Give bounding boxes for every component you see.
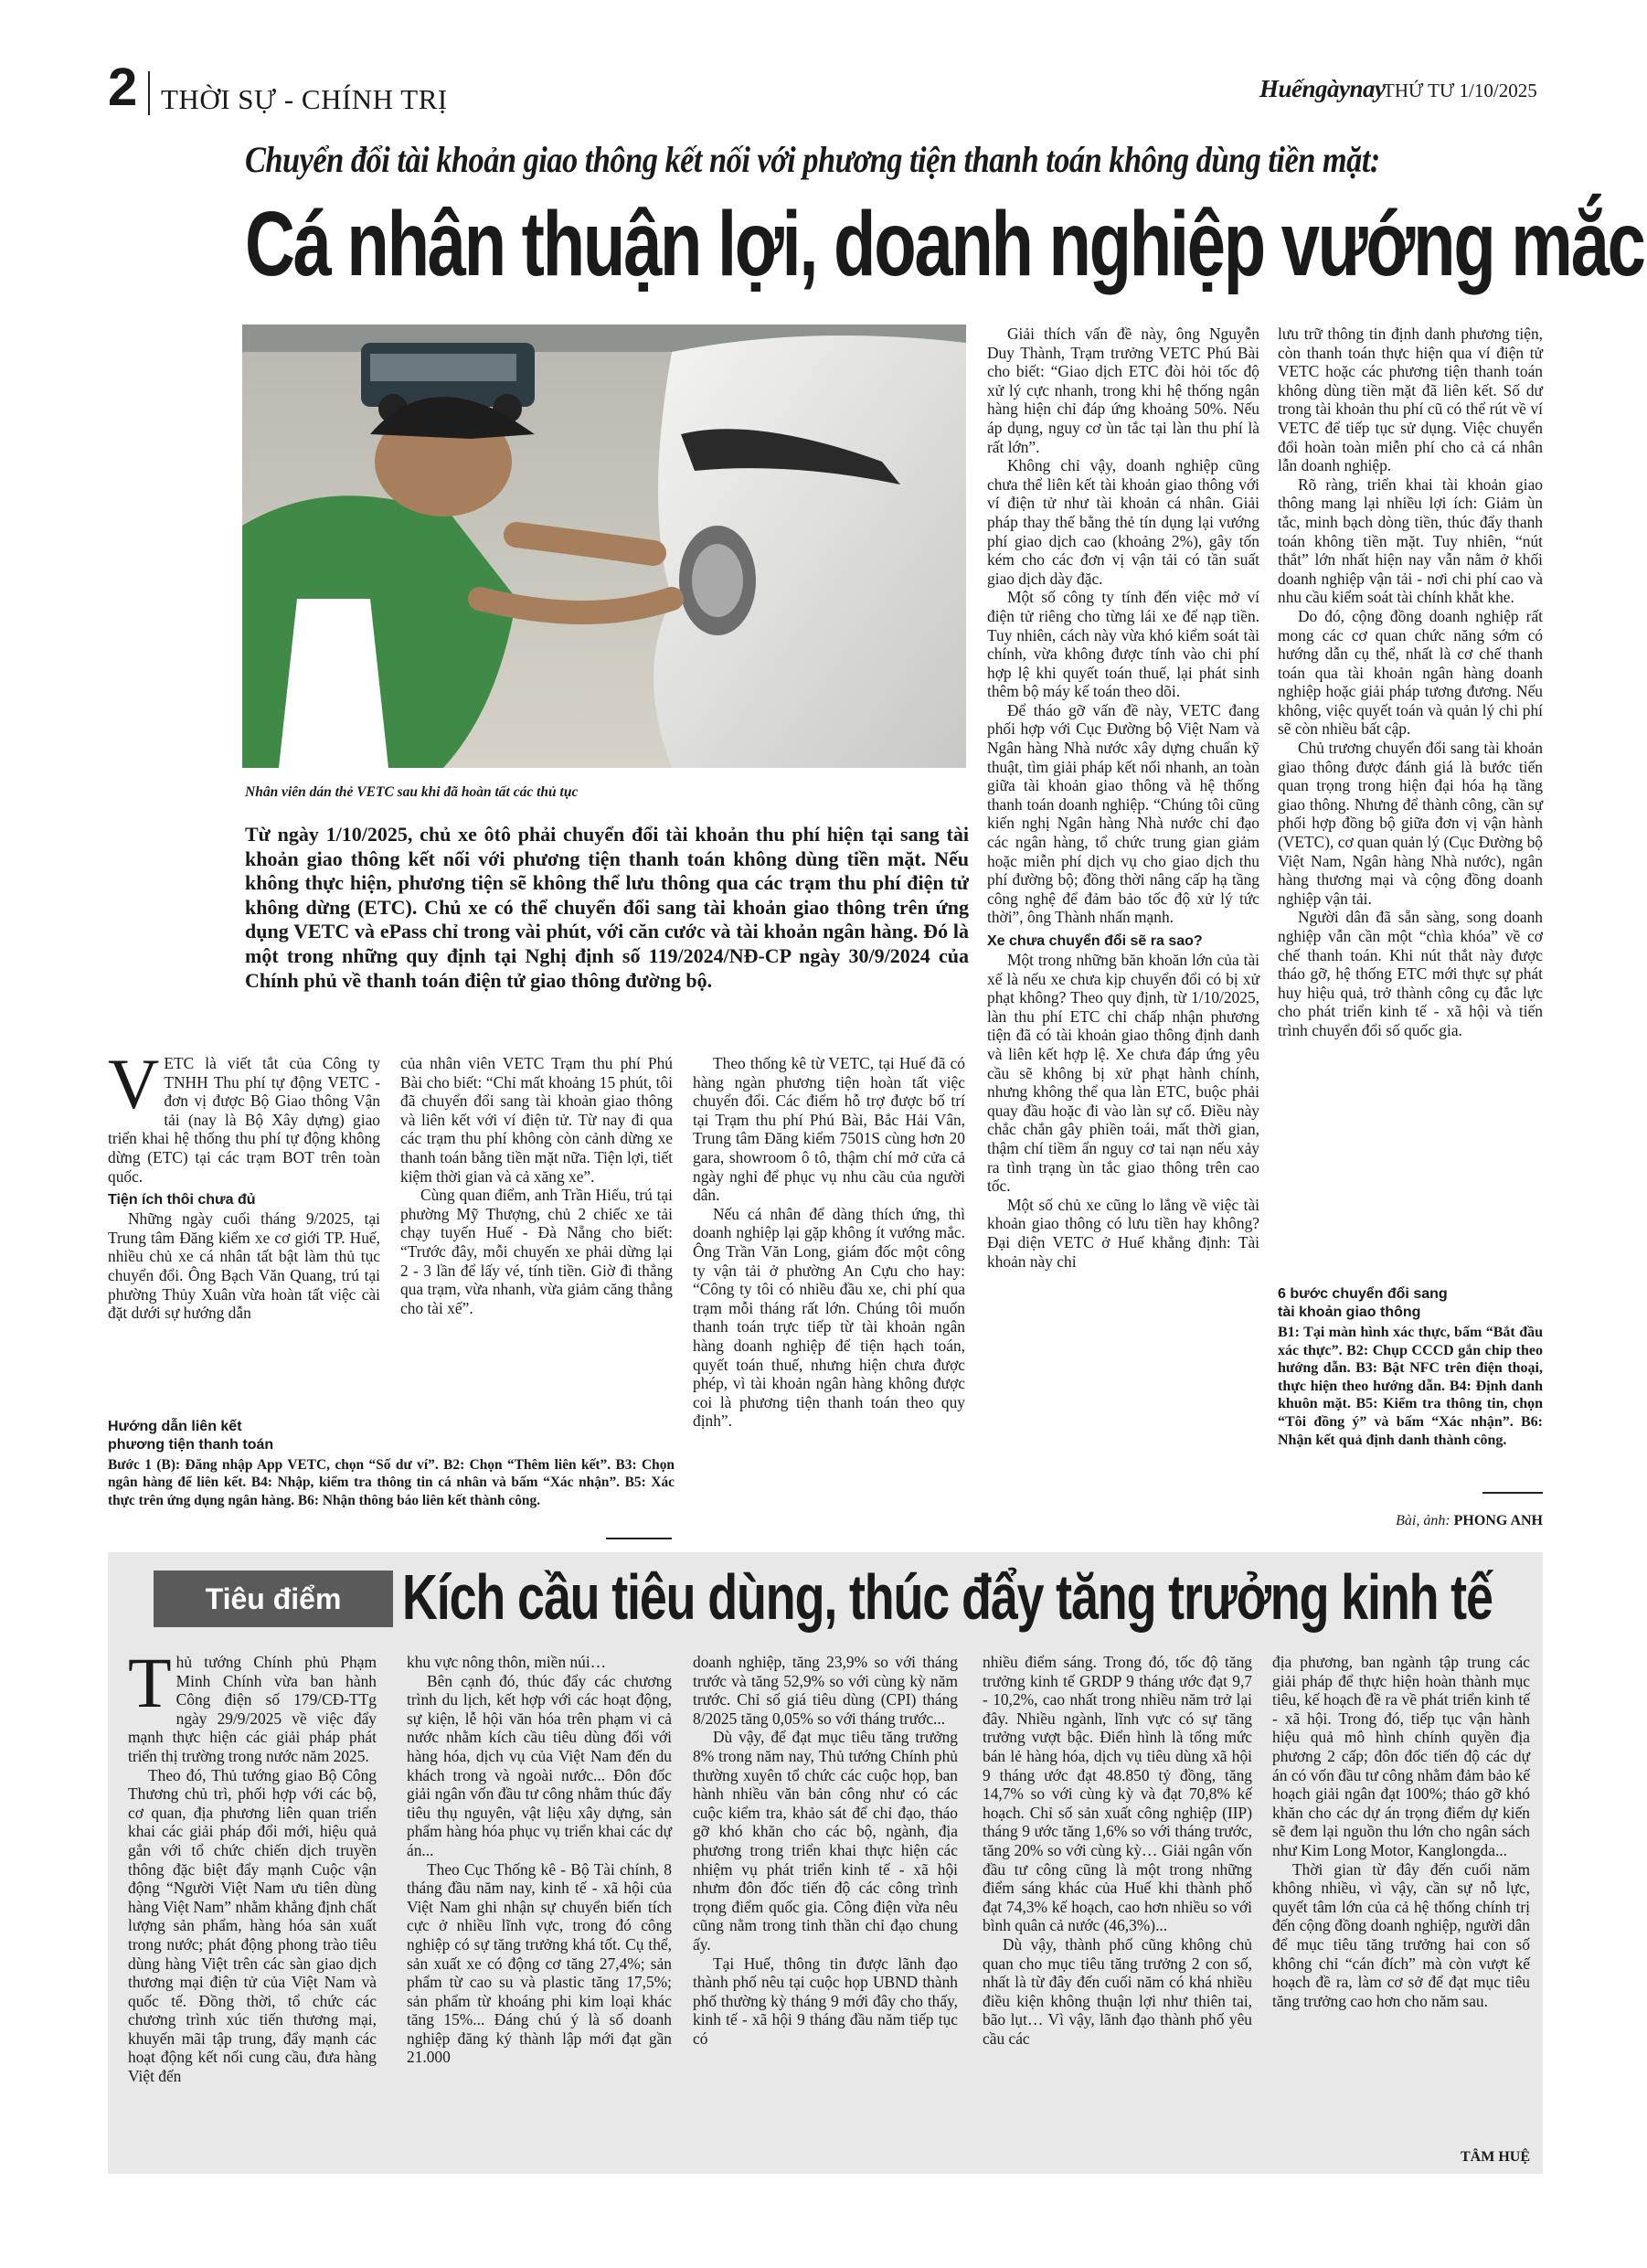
section-title: THỜI SỰ - CHÍNH TRỊ: [161, 83, 448, 115]
byline: TÂM HUỆ: [1461, 2149, 1530, 2165]
page-header: [108, 58, 1538, 119]
paragraph: Dù vậy, để đạt mục tiêu tăng trưởng 8% trong năm nay, Thủ tướng Chính phủ thường xuyên tổ chức các cuộc họp, ban hành nhiều văn bản công như có các cuộc kiểm tra, khảo sát để chỉ đạo, tháo gỡ khó khăn cho các bộ, ngành, địa phương trong triển khai thực hiện các nhiệm vụ phát triển kinh tế - xã hội nhưm đôn đốc tiến độ các công trình trọng điểm quốc gia. Công điện vừa nêu cũng nằm trong tinh thần chỉ đạo chung ấy.: [693, 1728, 958, 1954]
paragraph: Chủ trương chuyển đổi sang tài khoản giao thông được đánh giá là bước tiến quan trọng trong hiện đại hóa hạ tầng giao thông. Nhưng để thành công, cần sự phối hợp đồng bộ giữa đơn vị vận hành (VETC), cơ quan quản lý (Cục Đường bộ Việt Nam, Ngân hàng Nhà nước), ngân hàng thương mại và cộng đồng doanh nghiệp vận tải.: [1278, 739, 1543, 908]
paragraph: Không chỉ vậy, doanh nghiệp cũng chưa thể liên kết tài khoản giao thông với ví điện tử như tài khoản cá nhân. Giải pháp thay thế bằng thẻ tín dụng lại vướng phí giao dịch cao (khoảng 2%), gây tốn kém cho các đơn vị vận tải có tần suất giao dịch dày đặc.: [987, 456, 1259, 588]
paragraph: Thời gian từ đây đến cuối năm không nhiều, vì vậy, cần sự nỗ lực, quyết tâm lớn của cả hệ thống chính trị đến cộng đồng doanh nghiệp, người dân để mục tiêu tăng trưởng hai con số không chỉ “cán đích” mà còn vượt kế hoạch đề ra, làm cơ sở để đạt mục tiêu tăng trưởng cao hơn cho năm sau.: [1272, 1859, 1530, 2010]
paragraph: hủ tướng Chính phủ Phạm Minh Chính vừa ban hành Công điện số 179/CĐ-TTg ngày 29/9/2025 về việc đẩy mạnh thực hiện các giải pháp phát triển thị trường trong nước năm 2025.: [128, 1653, 377, 1765]
steps-text: B1: Tại màn hình xác thực, bấm “Bắt đầu xác thực”. B2: Chụp CCCD gắn chip theo hướng dẫn. B3: Bật NFC trên điện thoại, thực hiện theo hướng dẫn. B4: Định danh khuôn mặt. B5: Kiểm tra thông tin, chọn “Tôi đồng ý” và bấm “Xác nhận”. B6: Nhận kết quả định danh thành công.: [1278, 1325, 1543, 1448]
article2-col2: [407, 1653, 672, 2067]
paragraph: nhiều điểm sáng. Trong đó, tốc độ tăng trưởng kinh tế GRDP 9 tháng ước đạt 9,7 - 10,2%, cao nhất trong nhiều năm trở lại đây. Nhiều ngành, lĩnh vực có sự tăng trưởng vượt bậc. Điển hình là tổng mức bán lẻ hàng hóa, dịch vụ tiêu dùng xã hội 9 tháng ước đạt 48.850 tỷ đồng, tăng 14,7% so với cùng kỳ và đạt 70,8% kế hoạch. Chỉ số sản xuất công nghiệp (IIP) tháng 9 ước tăng 1,6% so với tháng trước, tăng 20% so với cùng kỳ… Giải ngân vốn đầu tư công cũng là một trong những điểm sáng khác của Huế khi thành phố đạt 74,3% kế hoạch, cao hơn nhiều so với bình quân cả nước (46,3%)...: [983, 1653, 1252, 1935]
guide-text: Bước 1 (B): Đăng nhập App VETC, chọn “Số dư ví”. B2: Chọn “Thêm liên kết”. B3: Chọn ngân hàng để liên kết. B4: Nhập, kiểm tra thông tin cá nhân và bấm “Xác nhận”. B5: Xác thực trên ứng dụng ngân hàng. B6: Nhận thông báo liên kết thành công.: [108, 1457, 675, 1508]
article2-col1: [128, 1643, 377, 2086]
byline-label: Bài, ảnh:: [1396, 1513, 1450, 1528]
paragraph: Một số công ty tính đến việc mở ví điện tử riêng cho từng lái xe để nạp tiền. Tuy nhiên, cách này vừa khó kiểm soát tài chính, vừa không được tính vào chi phí hợp lệ khi quyết toán thuế, lại phát sinh thêm bộ máy kế toán theo dõi.: [987, 588, 1259, 701]
paragraph: Để tháo gỡ vấn đề này, VETC đang phối hợp với Cục Đường bộ Việt Nam và Ngân hàng Nhà nước xây dựng chuẩn kỹ thuật, tìm giải pháp kết nối nhanh, an toàn giữa tài khoản giao thông và hệ thống thanh toán doanh nghiệp. “Chúng tôi cũng kiến nghị Ngân hàng Nhà nước chỉ đạo các ngân hàng, tổ chức trung gian giảm hoặc miễn phí dịch vụ cho giao dịch thu phí đường bộ; đồng thời nâng cấp hạ tầng công nghệ để đảm bảo tốc độ xử lý tức thời”, ông Thành nhấn mạnh.: [987, 700, 1259, 927]
article-kicker: Chuyển đổi tài khoản giao thông kết nối với phương tiện thanh toán không dùng tiền mặt:: [245, 139, 1380, 180]
photo-illustration: [242, 325, 966, 768]
byline: [1353, 1512, 1543, 1530]
paragraph: Người dân đã sẵn sàng, song doanh nghiệp vẫn cần một “chìa khóa” về cơ chế thanh toán. Khi nút thắt này được tháo gỡ, hệ thống ETC mới thực sự phát huy hiệu quả, trở thành công cụ đắc lực cho phát triển kinh tế - xã hội và tiến trình chuyển đổi số quốc gia.: [1278, 908, 1543, 1039]
paragraph: Dù vậy, thành phố cũng không chủ quan cho mục tiêu tăng trưởng 2 con số, nhất là từ đây đến cuối năm có khá nhiều điều kiện không thuận lợi như thiên tai, bão lụt… Vì vậy, lãnh đạo thành phố yêu cầu các: [983, 1934, 1252, 2048]
issue-date: THỨ TƯ 1/10/2025: [1383, 80, 1537, 101]
page-number: 2: [108, 58, 138, 117]
article2-col5: [1272, 1653, 1530, 2010]
paragraph: Một số chủ xe cũng lo lắng về việc tài khoản giao thông có lưu tiền hay không? Đại diện VETC ở Huế khẳng định: Tài khoản này chỉ: [987, 1195, 1259, 1271]
photo-caption: Nhân viên dán thẻ VETC sau khi đã hoàn tất các thủ tục: [245, 784, 579, 800]
paragraph: Rõ ràng, triển khai tài khoản giao thông mang lại nhiều lợi ích: Giảm ùn tắc, minh bạch dòng tiền, thúc đẩy thanh toán không tiền mặt. Tuy nhiên, “nút thắt” lớn nhất hiện nay vẫn nằm ở khối doanh nghiệp vận tải - nơi chi phí cao và nhu cầu kiểm soát tài chính khắt khe.: [1278, 474, 1543, 607]
subheading: Xe chưa chuyển đổi sẽ ra sao?: [987, 933, 1203, 949]
paragraph: Theo đó, Thủ tướng giao Bộ Công Thương chủ trì, phối hợp với các bộ, cơ quan, địa phương liên quan triển khai các giải pháp đổi mới, hiệu quả gắn với tổ chức chiến dịch truyền thông đặc biệt đẩy mạnh Cuộc vận động “Người Việt Nam ưu tiên dùng hàng Việt Nam” nhằm khẳng định chất lượng sản phẩm, hàng hóa sản xuất trong nước; phát động phong trào tiêu dùng hàng Việt trên các sàn giao dịch thương mại điện tử của Việt Nam và quốc tế. Đồng thời, tổ chức các chương trình xúc tiến thương mại, khuyến mãi tập trung, đẩy mạnh các hoạt động kết nối cung cầu, đưa hàng Việt đến: [128, 1765, 377, 2086]
article-lead: Từ ngày 1/10/2025, chủ xe ôtô phải chuyển đổi tài khoản thu phí hiện tại sang tài khoản giao thông kết nối với phương tiện thanh toán không dùng tiền mặt. Nếu không thực hiện, phương tiện sẽ không thể lưu thông qua các trạm thu phí điện tử không dừng (ETC). Chủ xe có thể chuyển đổi sang tài khoản giao thông trên ứng dụng VETC và ePass chỉ trong vài phút, với căn cước và tài khoản ngân hàng. Đó là một trong những quy định tại Nghị định số 119/2024/NĐ-CP ngày 30/9/2024 của Chính phủ về thanh toán điện tử giao thông đường bộ.: [245, 823, 969, 992]
paragraph: Những ngày cuối tháng 9/2025, tại Trung tâm Đăng kiểm xe cơ giới TP. Huế, nhiều chủ xe cá nhân tất bật làm thủ tục chuyển đổi. Ông Bạch Văn Quang, trú tại phường Thủy Xuân vừa hoàn tất việc cài đặt dưới sự hướng dẫn: [108, 1209, 380, 1323]
paragraph: ETC là viết tắt của Công ty TNHH Thu phí tự động VETC - đơn vị được Bộ Giao thông Vận tải (nay là Bộ Xây dựng) giao triển khai hệ thống thu phí tự động không dừng (ETC) tại các trạm BOT trên toàn quốc.: [108, 1054, 380, 1186]
paragraph: của nhân viên VETC Trạm thu phí Phú Bài cho biết: “Chỉ mất khoảng 15 phút, tôi đã chuyển đổi sang tài khoản giao thông và liên kết với ví điện tử. Từ nay đi qua các trạm thu phí không còn cảnh dừng xe thanh toán bằng tiền mặt nữa. Tiện lợi, tiết kiệm thời gian và cả xăng xe”.: [400, 1054, 673, 1186]
byline-name: PHONG ANH: [1453, 1513, 1543, 1528]
dropcap-letter: V: [108, 1044, 160, 1123]
article2-col3: [693, 1653, 958, 2048]
paragraph: lưu trữ thông tin định danh phương tiện, còn thanh toán thực hiện qua ví điện tử VETC hoặc các phương tiện thanh toán không dùng tiền mặt đã liên kết. Số dư trong tài khoản thu phí cũ có thể rút về ví VETC để tiếp tục sử dụng. Việc chuyển đổi hoàn toàn miễn phí cho cả cá nhân lẫn doanh nghiệp.: [1278, 325, 1543, 475]
paragraph: khu vực nông thôn, miền núi…: [407, 1653, 607, 1671]
paragraph: Theo thống kê từ VETC, tại Huế đã có hàng ngàn phương tiện hoàn tất việc chuyển đổi. Các điểm hỗ trợ được bố trí tại Trạm thu phí Phú Bài, Bắc Hải Vân, Trung tâm Đăng kiểm 7501S cùng hơn 20 gara, showroom ô tô, thậm chí mở cửa cả ngày nghỉ để phục vụ nhu cầu của người dân.: [693, 1054, 965, 1205]
paragraph: Nếu cá nhân để dàng thích ứng, thì doanh nghiệp lại gặp không ít vướng mắc. Ông Trần Văn Long, giám đốc một công ty vận tải ở phường An Cựu cho hay: “Công ty tôi có nhiều đầu xe, chi phí qua trạm mỗi tháng rất lớn. Chúng tôi muốn thanh toán trực tiếp từ tài khoản ngân hàng doanh nghiệp để tiện hạch toán, quyết toán thuế, nhưng hiện chưa được phép, vì tài khoản ngân hàng không được coi là phương tiện thanh toán theo quy định”.: [693, 1204, 965, 1431]
tiendiem-headline: Kích cầu tiêu dùng, thúc đẩy tăng trưởng kinh tế: [402, 1561, 1493, 1633]
article1-col3: [693, 1054, 965, 1431]
header-divider: [148, 71, 150, 115]
paragraph: Do đó, cộng đồng doanh nghiệp rất mong các cơ quan chức năng sớm có hướng dẫn cụ thể, nhất là cơ chế thanh toán qua tài khoản ngân hàng doanh nghiệp hoặc giải pháp tương đương. Nếu không, việc quyết toán và quản lý chi phí sẽ còn nhiều bất cập.: [1278, 606, 1543, 739]
article1-col4: [987, 325, 1259, 1271]
article2-col4: [983, 1653, 1252, 2048]
paragraph: Tại Huế, thông tin được lãnh đạo thành phố nêu tại cuộc họp UBND thành phố thường kỳ tháng 9 mới đây cho thấy, kinh tế - xã hội 9 tháng đầu năm tiếp tục có: [693, 1954, 958, 2048]
article1-col1: [108, 1044, 380, 1323]
divider-rule: [1482, 1492, 1543, 1494]
guide-box: [108, 1412, 675, 1509]
article-headline: Cá nhân thuận lợi, doanh nghiệp vướng mắc: [245, 193, 1644, 295]
tiendiem-tag: Tiêu điểm: [154, 1571, 393, 1627]
dropcap-letter: T: [128, 1643, 172, 1722]
paragraph: Cùng quan điểm, anh Trần Hiếu, trú tại phường Mỹ Thượng, chủ 2 chiếc xe tải chạy tuyến Huế - Đà Nẵng cho biết: “Trước đây, mỗi chuyến xe phải dừng lại 2 - 3 lần để lấy vé, tính tiền. Giờ đi thẳng qua trạm, vừa nhanh, vừa giảm căng thẳng cho tài xế”.: [400, 1186, 673, 1317]
subheading: Tiện ích thôi chưa đủ: [108, 1192, 256, 1209]
paragraph: Bên cạnh đó, thúc đẩy các chương trình du lịch, kết hợp với các hoạt động, sự kiện, lễ hội văn hóa trên phạm vi cả nước nhằm kích cầu tiêu dùng đối với hàng hóa, dịch vụ của Việt Nam đến du khách trong và ngoài nước... Đôn đốc giải ngân vốn đầu tư công nhằm thúc đẩy tiêu thụ nguyên, vật liệu xây dựng, sản phẩm hàng hóa phục vụ triển khai các dự án...: [407, 1671, 672, 1859]
paragraph: Theo Cục Thống kê - Bộ Tài chính, 8 tháng đầu năm nay, kinh tế - xã hội của Việt Nam ghi nhận sự chuyển biến tích cực ở nhiều lĩnh vực, trong đó công nghiệp có sự tăng trưởng khá tốt. Cụ thể, sản xuất xe có động cơ tăng 27,4%; sản phẩm từ cao su và plastic tăng 17,5%; sản phẩm từ khoáng phi kim loại khác tăng 15%... Đáng chú ý là số doanh nghiệp đăng ký thành lập mới đạt gần 21.000: [407, 1859, 672, 2067]
steps-box: [1278, 1280, 1543, 1449]
divider-rule: [606, 1538, 672, 1539]
article1-col2: [400, 1054, 673, 1317]
paragraph: Một trong những băn khoăn lớn của tài xế là nếu xe chưa kịp chuyển đổi có bị xử phạt không? Theo quy định, từ 1/10/2025, làn thu phí ETC chỉ chấp nhận phương tiện đã có tài khoản giao thông định danh và liên kết hợp lệ. Xe chưa đáp ứng yêu cầu sẽ không bị xử phạt hành chính, nhưng không thể qua làn ETC, buộc phải quay đầu hoặc đi vào làn sự cố. Điều này chắc chắn gây phiền toái, mất thời gian, thậm chí tiềm ẩn nguy cơ tai nạn nếu xảy ra tình trạng ùn tắc giao thông trên cao tốc.: [987, 951, 1259, 1196]
steps-title: 6 bước chuyển đổi sang tài khoản giao thông: [1278, 1286, 1448, 1320]
article1-col5: [1278, 325, 1543, 1040]
article-photo: [242, 325, 966, 768]
paper-name: Huếngàynay: [1259, 75, 1386, 102]
paragraph: địa phương, ban ngành tập trung các giải pháp để thực hiện hoàn thành mục tiêu, kế hoạch đề ra về phát triển kinh tế - xã hội. Trong đó, tiếp tục vận hành hiệu quả mô hình chính quyền địa phương 2 cấp; đôn đốc tiến độ các dự án có vốn đầu tư công nhằm đảm bảo kế hoạch giải ngân đạt 100%; tháo gỡ khó khăn cho các dự án trọng điểm dự kiến sẽ đem lại nguồn thu lớn cho ngân sách như Kim Long Motor, Kanglongda...: [1272, 1653, 1530, 1859]
paragraph: Giải thích vấn đề này, ông Nguyễn Duy Thành, Trạm trưởng VETC Phú Bài cho biết: “Giao dịch ETC đòi hỏi tốc độ xử lý cực nhanh, trong khi hệ thống ngân hàng hiện chỉ đáp ứng khoảng 50%. Nếu áp dụng, nguy cơ ùn tắc tại làn thu phí là rất lớn”.: [987, 325, 1259, 456]
paragraph: doanh nghiệp, tăng 23,9% so với tháng trước và tăng 52,9% so với cùng kỳ năm trước. Chỉ số giá tiêu dùng (CPI) tháng 8/2025 tăng 0,05% so với tháng trước...: [693, 1653, 958, 1728]
guide-title: Hướng dẫn liên kết phương tiện thanh toán: [108, 1419, 274, 1453]
